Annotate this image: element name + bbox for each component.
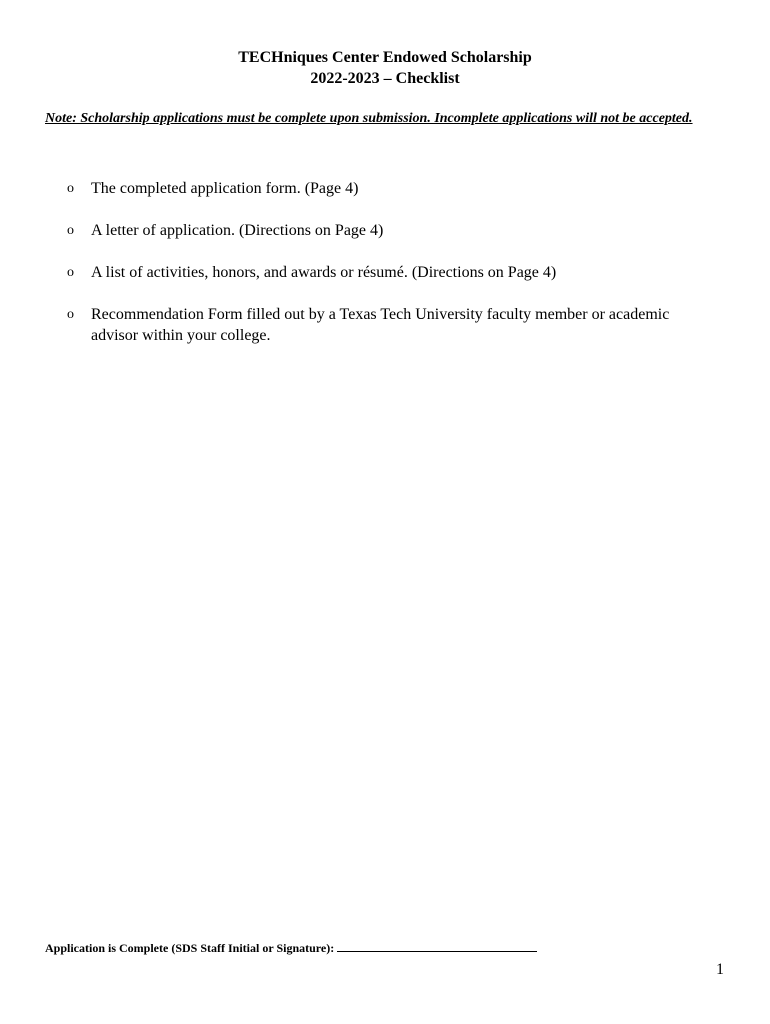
checkbox-bullet-icon: o <box>67 265 74 280</box>
checklist-item-text: The completed application form. (Page 4) <box>91 180 359 197</box>
checklist-item-text: A letter of application. (Directions on Page 4) <box>91 222 384 239</box>
title-line-1: TECHniques Center Endowed Scholarship <box>238 49 532 66</box>
checklist-item <box>65 220 705 241</box>
checklist-item-text: Recommendation Form filled out by a Texas Tech University faculty member or academic advisor within your college. <box>91 306 670 344</box>
requirements-checklist <box>65 178 705 367</box>
completion-signature-line <box>45 940 537 956</box>
checkbox-bullet-icon: o <box>67 223 74 238</box>
title-line-2: 2022-2023 – Checklist <box>310 70 460 87</box>
page-number: 1 <box>716 961 724 978</box>
checklist-item-text: A list of activities, honors, and awards or résumé. (Directions on Page 4) <box>91 264 557 281</box>
completion-label: Application is Complete (SDS Staff Initial or Signature): <box>45 941 335 955</box>
document-title <box>0 47 770 89</box>
checklist-item <box>65 304 705 346</box>
checklist-item <box>65 178 705 199</box>
checkbox-bullet-icon: o <box>67 307 74 322</box>
submission-note: Note: Scholarship applications must be complete upon submission. Incomplete applications will not be accepted. <box>45 111 693 126</box>
signature-blank <box>337 940 537 952</box>
checkbox-bullet-icon: o <box>67 181 74 196</box>
checklist-item <box>65 262 705 283</box>
